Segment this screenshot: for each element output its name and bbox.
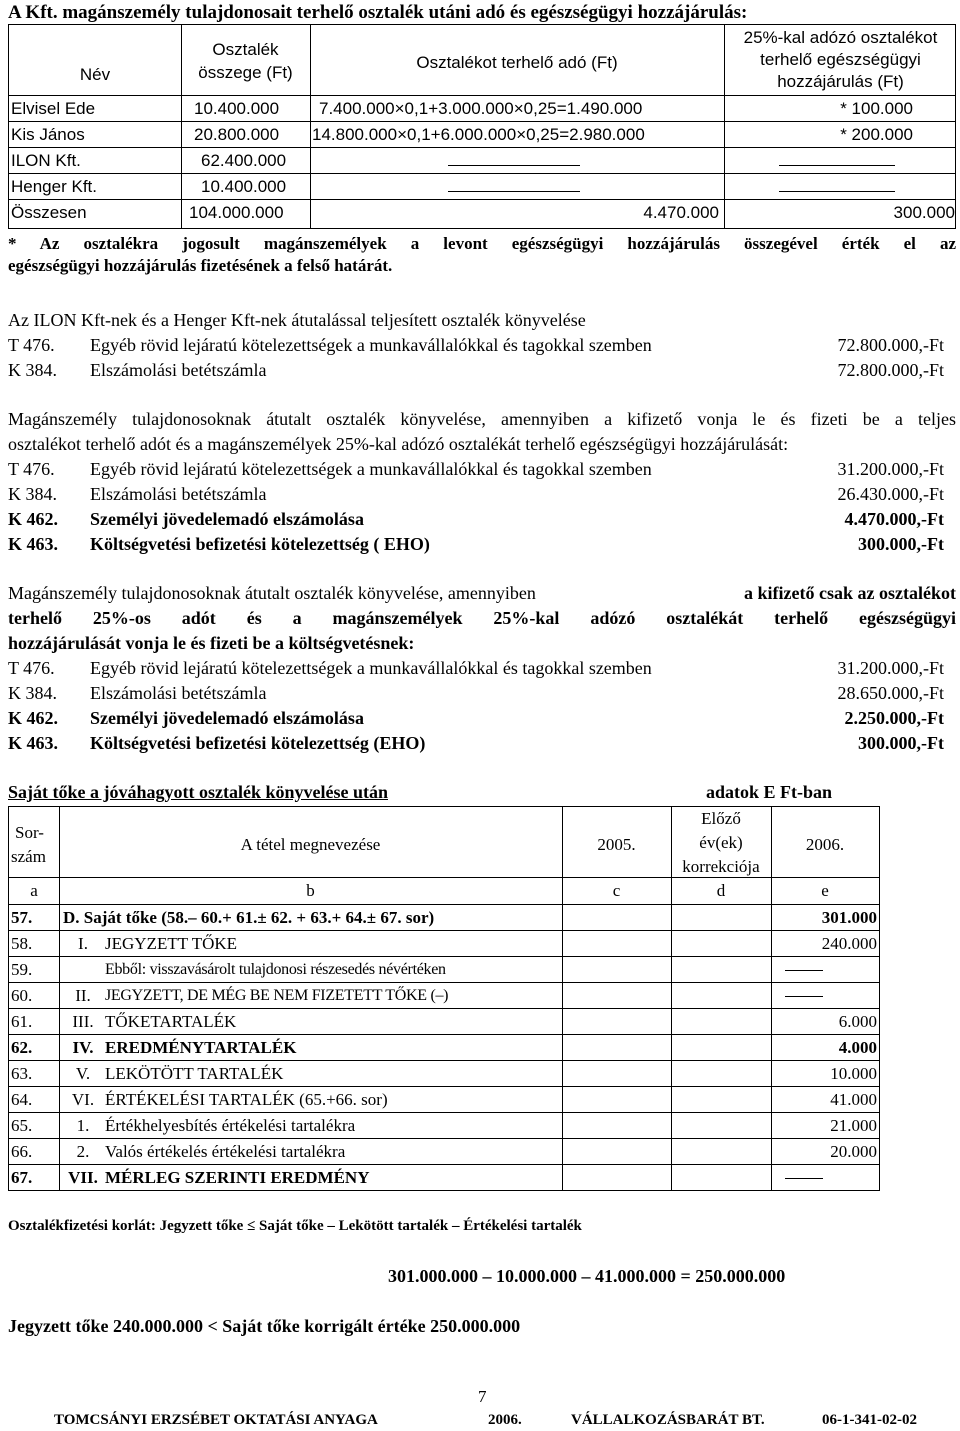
entry-text: Elszámolási betétszámla — [90, 484, 267, 504]
header-eho-1: 25%-kal adózó osztalékot — [743, 28, 938, 47]
entry-amount: 26.430.000,-Ft — [837, 484, 944, 504]
row-label: Értékhelyesbítés értékelési tartalékra — [105, 1116, 356, 1135]
footer-year: 2006. — [488, 1412, 522, 1428]
row-ado: 4.470.000 — [643, 203, 719, 222]
page-title: A Kft. magánszemély tulajdonosait terhelő osztalék utáni adó és egészségügyi hozzájárulás: — [8, 2, 748, 23]
empty-dash — [448, 165, 580, 166]
row-number: 61. — [11, 1012, 33, 1031]
limit-calculation: 301.000.000 – 10.000.000 – 41.000.000 = 250.000.000 — [388, 1266, 786, 1286]
row-value: 4.000 — [838, 1038, 877, 1057]
section2-para-2: osztalékot terhelő adót és a magánszemélyek 25%-kal adózó osztalékát terhelő egészségügyi hozzájárulását: — [8, 434, 789, 454]
limit-formula: Osztalékfizetési korlát: Jegyzett tőke ≤ Saját tőke – Lekötött tartalék – Értékelési tartalék — [8, 1218, 582, 1234]
entry-amount: 300.000,-Ft — [858, 534, 944, 554]
footer-author: TOMCSÁNYI ERZSÉBET OKTATÁSI ANYAGA — [54, 1412, 378, 1428]
empty-dash — [785, 970, 823, 971]
row-number: 65. — [11, 1116, 33, 1135]
entry-amount: 31.200.000,-Ft — [837, 658, 944, 678]
row-number: 63. — [11, 1064, 33, 1083]
empty-dash — [779, 191, 895, 192]
row-label: D. Saját tőke (58.– 60.+ 61.± 62. + 63.+ 64.± 67. sor) — [63, 908, 435, 927]
row-ado: 14.800.000×0,1+6.000.000×0,25=2.980.000 — [312, 125, 645, 144]
entry-code: K 462. — [8, 708, 59, 728]
row-roman: IV. — [72, 1038, 94, 1057]
entry-amount: 300.000,-Ft — [858, 733, 944, 753]
header-ado: Osztalékot terhelő adó (Ft) — [416, 53, 618, 72]
row-osszeg: 10.400.000 — [201, 177, 287, 196]
row-value: 240.000 — [821, 934, 877, 953]
section1-heading: Az ILON Kft-nek és a Henger Kft-nek átutalással teljesített osztalék könyvelése — [8, 310, 586, 330]
header-elozo-2: év(ek) — [699, 833, 743, 852]
row-nev: ILON Kft. — [11, 151, 81, 170]
header-elozo-1: Előző — [701, 809, 741, 828]
unit-label: adatok E Ft-ban — [706, 782, 833, 802]
row-value: 20.000 — [830, 1142, 877, 1161]
row-value: 6.000 — [838, 1012, 877, 1031]
row-number: 58. — [11, 934, 33, 953]
row-roman: 2. — [76, 1142, 90, 1161]
row-roman: 1. — [76, 1116, 90, 1135]
row-number: 62. — [11, 1038, 33, 1057]
row-eho: 300.000 — [893, 203, 955, 222]
entry-text: Költségvetési befizetési kötelezettség (EHO) — [90, 733, 426, 753]
entry-text: Költségvetési befizetési kötelezettség ( EHO) — [90, 534, 430, 554]
row-label: Valós értékelés értékelési tartalékra — [105, 1142, 346, 1161]
row-number: 57. — [11, 908, 33, 927]
row-nev: Összesen — [11, 203, 87, 222]
row-label: LEKÖTÖTT TARTALÉK — [105, 1064, 284, 1083]
section3-para-1 — [8, 582, 956, 604]
row-label: MÉRLEG SZERINTI EREDMÉNY — [105, 1168, 370, 1187]
footnote-line-2: egészségügyi hozzájárulás fizetésének a felső határát. — [8, 256, 393, 275]
entry-text: Elszámolási betétszámla — [90, 683, 267, 703]
entry-code: K 384. — [8, 683, 57, 703]
row-number: 60. — [11, 986, 33, 1005]
row-label: ÉRTÉKELÉSI TARTALÉK (65.+66. sor) — [105, 1090, 388, 1109]
empty-dash — [785, 996, 823, 997]
entry-text: Egyéb rövid lejáratú kötelezettségek a munkavállalókkal és tagokkal szemben — [90, 658, 652, 678]
row-roman: V. — [75, 1064, 91, 1083]
row-osszeg: 104.000.000 — [189, 203, 284, 222]
row-value: 301.000 — [821, 908, 877, 927]
column-letter: b — [306, 881, 315, 900]
header-sorszam-1: Sor- — [15, 823, 44, 842]
row-roman: VII. — [68, 1168, 98, 1187]
row-nev: Kis János — [11, 125, 85, 144]
entry-amount: 28.650.000,-Ft — [837, 683, 944, 703]
row-eho: * 200.000 — [840, 125, 913, 144]
entry-amount: 2.250.000,-Ft — [844, 708, 944, 728]
row-number: 66. — [11, 1142, 33, 1161]
row-label: TŐKETARTALÉK — [105, 1012, 237, 1031]
row-label: Ebből: visszavásárolt tulajdonosi részesedés névértéken — [105, 961, 446, 978]
equity-table — [8, 806, 880, 1191]
row-roman: I. — [78, 934, 88, 953]
row-osszeg: 62.400.000 — [201, 151, 287, 170]
row-label: JEGYZETT, DE MÉG BE NEM FIZETETT TŐKE (–) — [105, 987, 449, 1004]
row-label: EREDMÉNYTARTALÉK — [105, 1038, 297, 1057]
row-value: 41.000 — [830, 1090, 877, 1109]
entry-text: Egyéb rövid lejáratú kötelezettségek a munkavállalókkal és tagokkal szemben — [90, 459, 652, 479]
tax-table — [8, 24, 956, 229]
column-letter: d — [716, 881, 726, 900]
entry-amount: 31.200.000,-Ft — [837, 459, 944, 479]
entry-code: K 463. — [8, 733, 59, 753]
header-elozo-3: korrekciója — [682, 857, 760, 876]
conclusion: Jegyzett tőke 240.000.000 < Saját tőke korrigált értéke 250.000.000 — [8, 1316, 521, 1336]
entry-text: Személyi jövedelemadó elszámolása — [90, 509, 364, 529]
column-letter: c — [612, 881, 621, 900]
section3-para-1b: a kifizető csak az osztalékot — [744, 583, 956, 603]
entry-code: K 462. — [8, 509, 59, 529]
header-eho-3: hozzájárulás (Ft) — [777, 72, 904, 91]
page-number: 7 — [478, 1387, 487, 1406]
entry-text: Személyi jövedelemadó elszámolása — [90, 708, 364, 728]
section3-para-3: hozzájárulását vonja le és fizeti be a költségvetésnek: — [8, 633, 415, 653]
header-tetel: A tétel megnevezése — [240, 835, 381, 854]
header-osszeg-2: összege (Ft) — [198, 63, 293, 82]
row-eho: * 100.000 — [840, 99, 913, 118]
header-2005: 2005. — [597, 835, 636, 854]
entry-code: T 476. — [8, 459, 55, 479]
entry-code: K 384. — [8, 360, 57, 380]
entry-amount: 72.800.000,-Ft — [837, 360, 944, 380]
footnote-line-1: * Az osztalékra jogosult magánszemélyek a levont egészségügyi hozzájárulás összegével érték el az — [8, 234, 956, 253]
row-ado: 7.400.000×0,1+3.000.000×0,25=1.490.000 — [319, 99, 643, 118]
header-sorszam-2: szám — [11, 847, 46, 866]
empty-dash — [779, 165, 895, 166]
empty-dash — [785, 1178, 823, 1179]
row-nev: Henger Kft. — [11, 177, 97, 196]
row-label: JEGYZETT TŐKE — [105, 934, 238, 953]
equity-heading: Saját tőke a jóváhagyott osztalék könyvelése után — [8, 782, 388, 802]
section2-para-1: Magánszemély tulajdonosoknak átutalt osztalék könyvelése, amennyiben a kifizető vonja le és fizeti be a teljes — [8, 409, 956, 429]
section3-para-1a: Magánszemély tulajdonosoknak átutalt osztalék könyvelése, amennyiben — [8, 583, 536, 603]
entry-text: Egyéb rövid lejáratú kötelezettségek a munkavállalókkal és tagokkal szemben — [90, 335, 652, 355]
row-number: 59. — [11, 960, 33, 979]
entry-code: K 384. — [8, 484, 57, 504]
row-roman: II. — [75, 986, 91, 1005]
header-nev: Név — [79, 65, 111, 84]
row-roman: VI. — [71, 1090, 95, 1109]
row-nev: Elvisel Ede — [11, 99, 96, 118]
footer-company: VÁLLALKOZÁSBARÁT BT. — [571, 1412, 765, 1428]
entry-code: K 463. — [8, 534, 59, 554]
entry-code: T 476. — [8, 658, 55, 678]
entry-amount: 4.470.000,-Ft — [844, 509, 944, 529]
section3-para-2: terhelő 25%-os adót és a magánszemélyek 25%-kal adózó osztalékát terhelő egészségügyi — [8, 608, 956, 628]
entry-code: T 476. — [8, 335, 55, 355]
row-osszeg: 20.800.000 — [194, 125, 280, 144]
entry-text: Elszámolási betétszámla — [90, 360, 267, 380]
empty-dash — [448, 191, 580, 192]
header-osszeg-1: Osztalék — [212, 40, 279, 59]
row-number: 64. — [11, 1090, 33, 1109]
header-2006: 2006. — [805, 835, 845, 854]
row-value: 21.000 — [830, 1116, 877, 1135]
row-roman: III. — [72, 1012, 94, 1031]
row-number: 67. — [11, 1168, 33, 1187]
header-eho-2: terhelő egészségügyi — [760, 50, 921, 69]
column-letter: a — [30, 881, 38, 900]
footer-phone: 06-1-341-02-02 — [822, 1412, 917, 1428]
row-osszeg: 10.400.000 — [194, 99, 280, 118]
entry-amount: 72.800.000,-Ft — [837, 335, 944, 355]
row-value: 10.000 — [830, 1064, 877, 1083]
column-letter: e — [821, 881, 829, 900]
